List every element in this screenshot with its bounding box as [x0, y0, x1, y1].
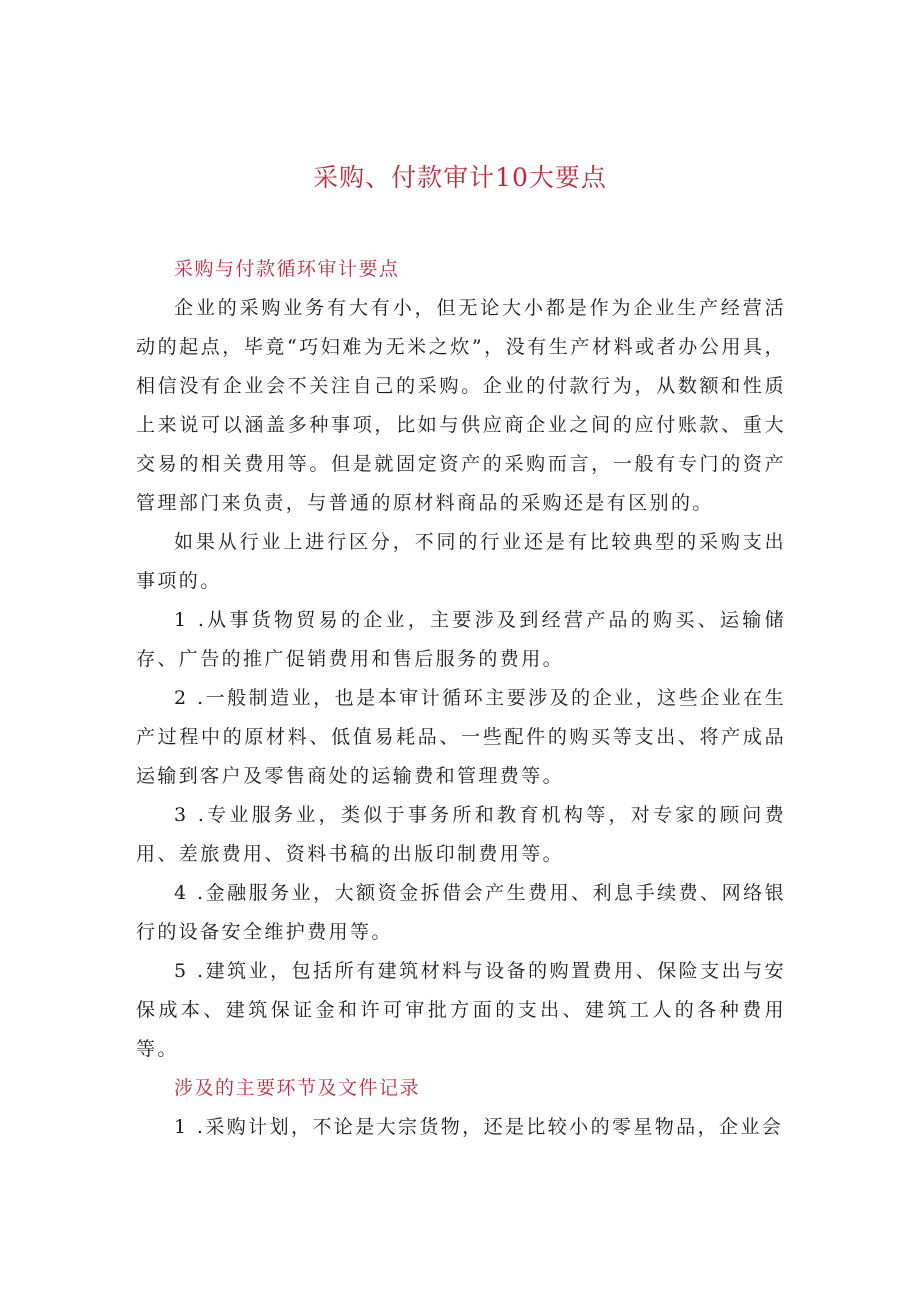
intro-paragraph-2: 如果从行业上进行区分，不同的行业还是有比较典型的采购支出事项的。: [136, 531, 786, 592]
document-body: [136, 250, 786, 1147]
list-item: 1 .采购计划，不论是大宗货物，还是比较小的零星物品，企业会: [174, 1116, 784, 1138]
section-heading-procurement-audit: 采购与付款循环审计要点: [174, 258, 400, 280]
list-item: 3 .专业服务业，类似于事务所和教育机构等，对专家的顾问费用、差旅费用、资料书稿的出版印制费用等。: [136, 804, 786, 865]
document-title: 采购、付款审计10大要点: [313, 163, 607, 192]
intro-paragraph-1: 企业的采购业务有大有小，但无论大小都是作为企业生产经营活动的起点，毕竟“巧妇难为无米之炊”，没有生产材料或者办公用具，相信没有企业会不关注自己的采购。企业的付款行为，从数额和性质上来说可以涵盖多种事项，比如与供应商企业之间的应付账款、重大交易的相关费用等。但是就固定资产的采购而言，一般有专门的资产管理部门来负责，与普通的原材料商品的采购还是有区别的。: [136, 297, 786, 514]
section-heading-main-steps: 涉及的主要环节及文件记录: [174, 1077, 421, 1099]
list-item: 1 .从事货物贸易的企业，主要涉及到经营产品的购买、运输储存、广告的推广促销费用和售后服务的费用。: [136, 609, 786, 670]
list-item: 5 .建筑业，包括所有建筑材料与设备的购置费用、保险支出与安保成本、建筑保证金和许可审批方面的支出、建筑工人的各种费用等。: [136, 960, 786, 1060]
list-item: 4 .金融服务业，大额资金拆借会产生费用、利息手续费、网络银行的设备安全维护费用等。: [136, 882, 786, 943]
list-item: 2 .一般制造业，也是本审计循环主要涉及的企业，这些企业在生产过程中的原材料、低值易耗品、一些配件的购买等支出、将产成品运输到客户及零售商处的运输费和管理费等。: [136, 687, 786, 787]
